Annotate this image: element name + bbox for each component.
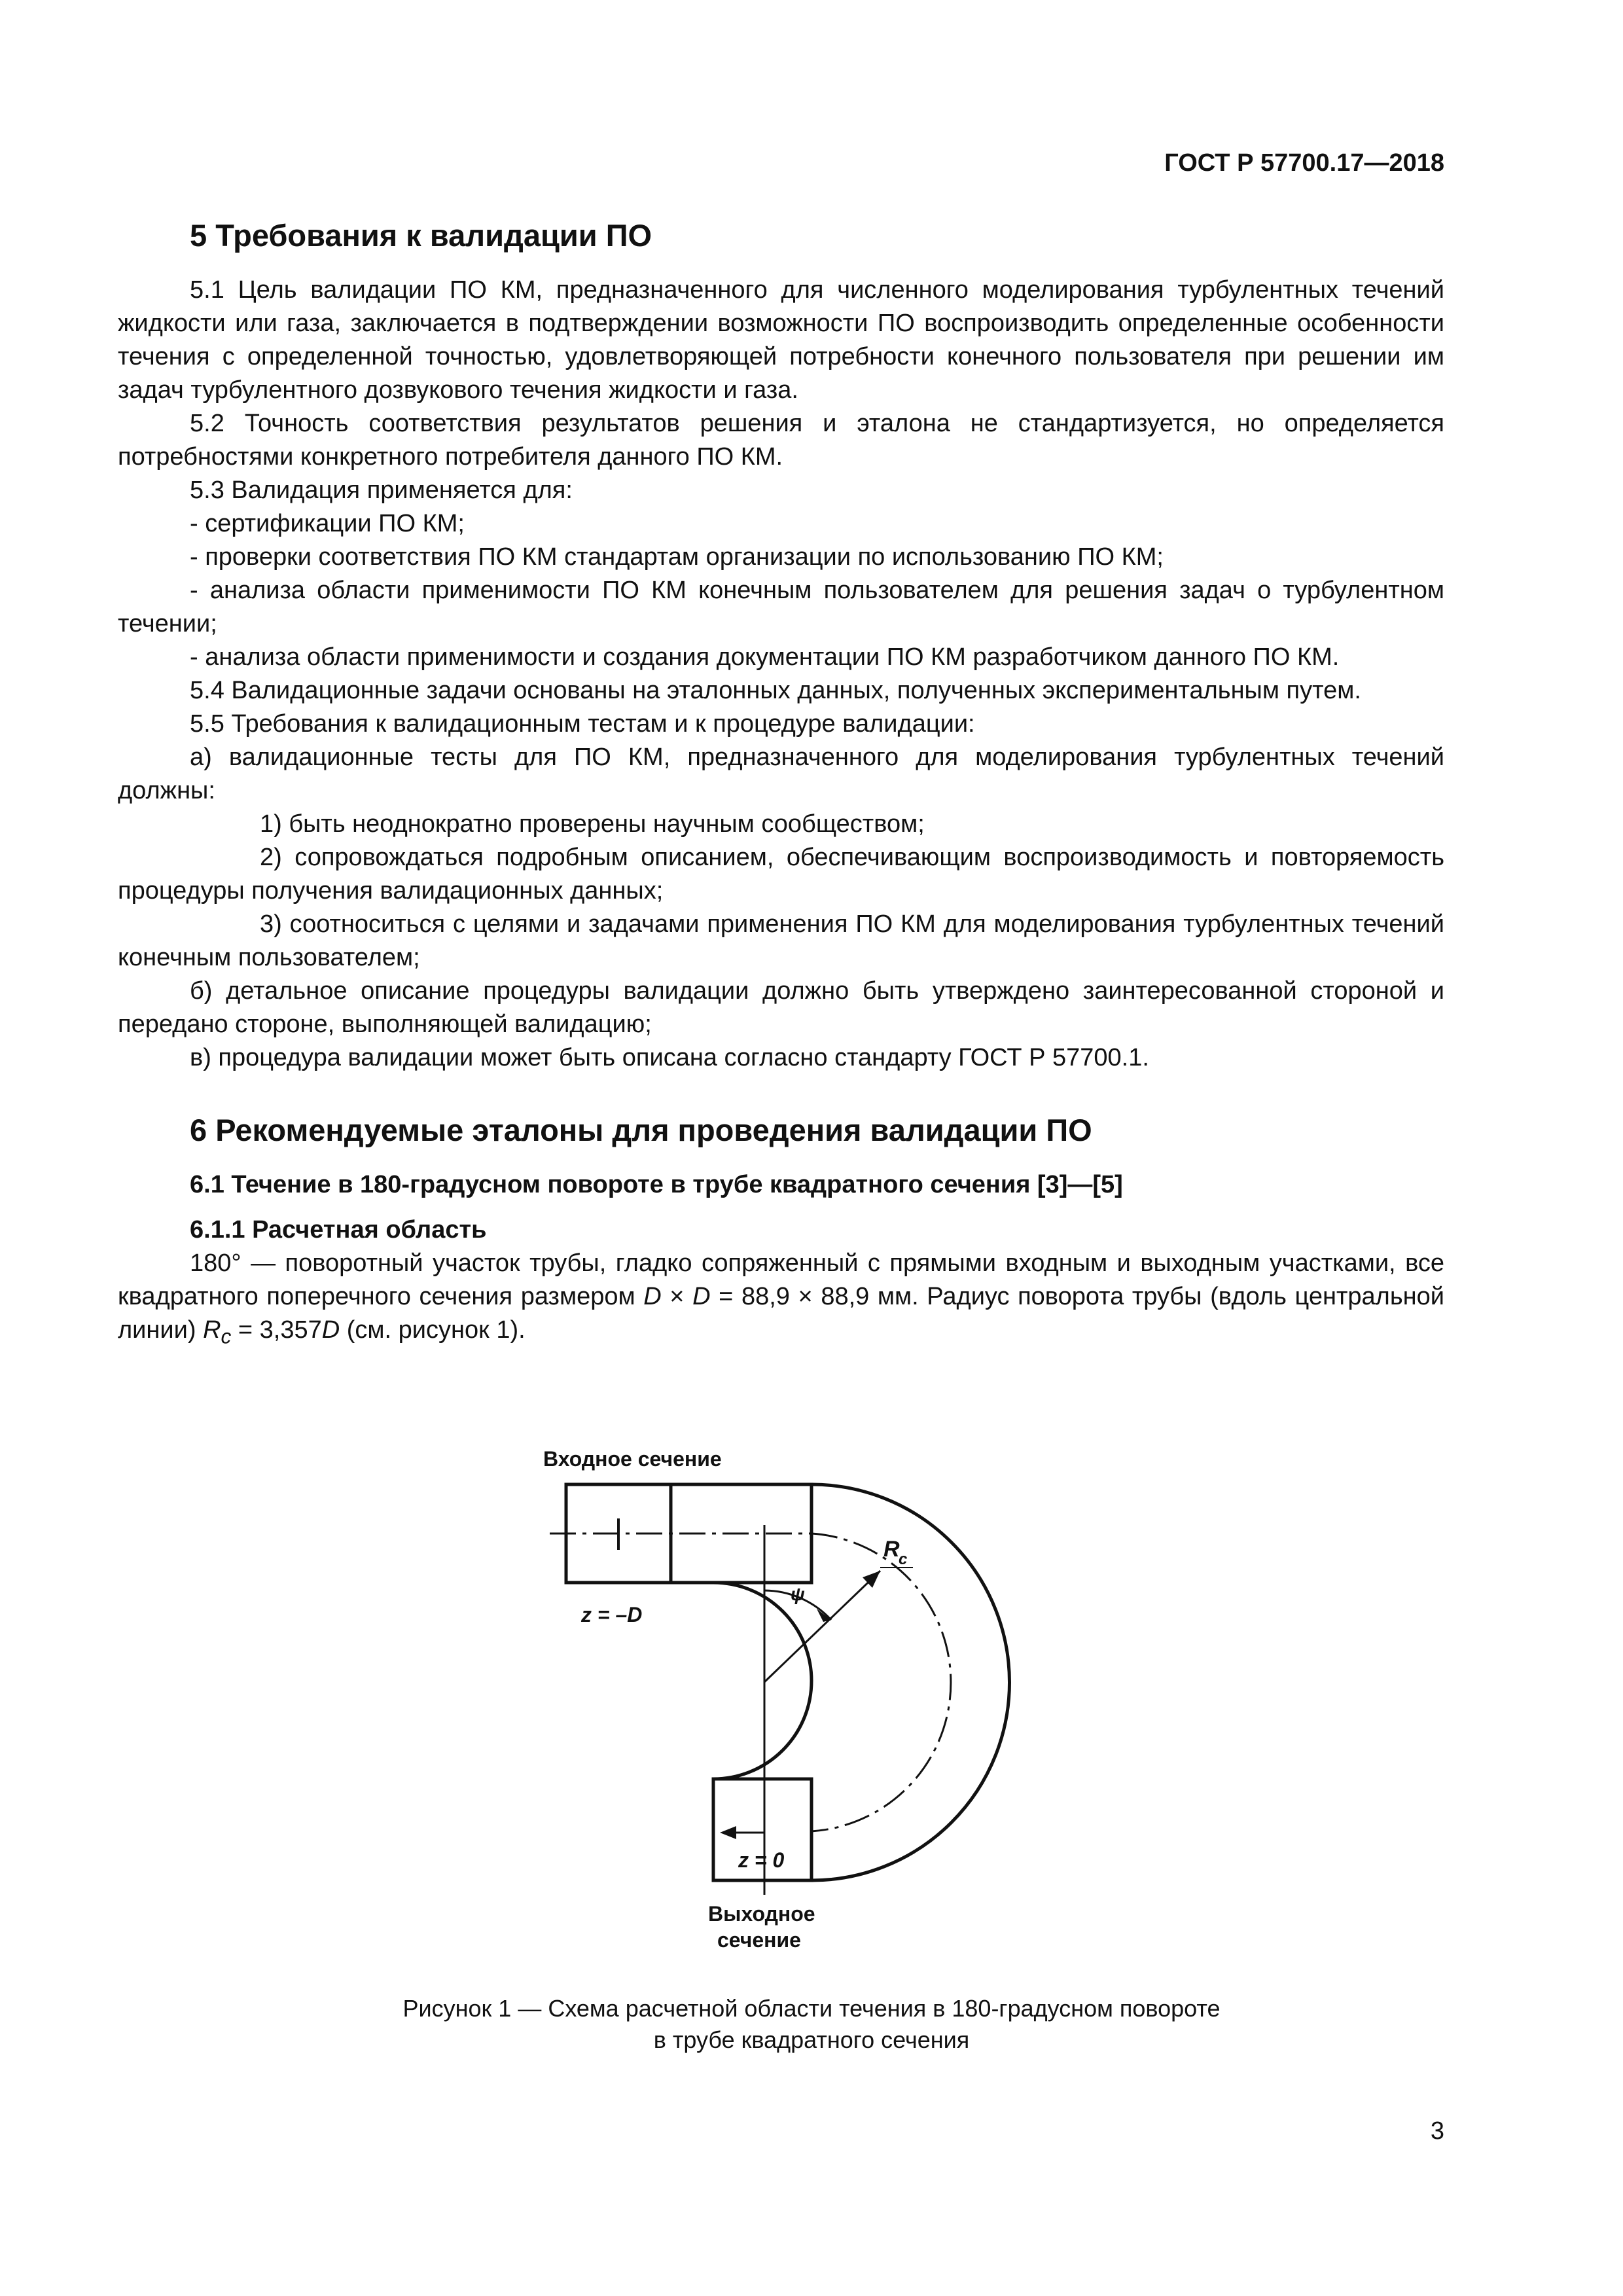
bend-centerline — [812, 1534, 951, 1831]
figure-1-caption: Рисунок 1 — Схема расчетной области течения в 180-градусном повороте в трубе квадратного сечения — [402, 1995, 1221, 2053]
radius-line — [764, 1571, 880, 1682]
paragraph-5-5-a: а) валидационные тесты для ПО КМ, предназначенного для моделирования турбулентных течений должны: — [118, 744, 1444, 804]
list-item: 2) сопровождаться подробным описанием, обеспечивающим воспроизводимость и повторяемость процедуры получения валидационных данных; — [118, 844, 1444, 905]
rc-label-r: R — [883, 1537, 900, 1562]
list-item: - анализа области применимости ПО КМ конечным пользователем для решения задач о турбулентном течении; — [118, 577, 1444, 637]
section-5-title: 5 Требования к валидации ПО — [190, 218, 652, 253]
document-code: ГОСТ Р 57700.17—2018 — [1164, 149, 1444, 177]
list-item: - проверки соответствия ПО КМ стандартам организации по использованию ПО КМ; — [190, 543, 1164, 571]
outlet-arrowhead-icon — [720, 1826, 736, 1839]
paragraph-5-5-v: в) процедура валидации может быть описана согласно стандарту ГОСТ Р 57700.1. — [190, 1044, 1149, 1071]
outer-bend-arc — [812, 1484, 1010, 1880]
psi-label: ψ — [791, 1584, 805, 1604]
subsection-6-1-1-title: 6.1.1 Расчетная область — [190, 1216, 487, 1244]
z-zero-label: z = 0 — [738, 1848, 785, 1872]
list-item: - сертификации ПО КМ; — [190, 510, 465, 537]
list-item: 1) быть неоднократно проверены научным сообществом; — [260, 810, 925, 838]
z-minus-d-label: z = –D — [581, 1603, 643, 1626]
subsection-6-1-title: 6.1 Течение в 180-градусном повороте в трубе квадратного сечения [3]—[5] — [190, 1171, 1123, 1198]
psi-arrowhead-icon — [817, 1609, 831, 1622]
list-item: 3) соотноситься с целями и задачами применения ПО КМ для моделирования турбулентных течений конечным пользователем; — [118, 910, 1444, 971]
inlet-section-label: Входное сечение — [543, 1447, 722, 1471]
list-item: - анализа области применимости и создания документации ПО КМ разработчиком данного ПО КМ. — [190, 643, 1340, 671]
paragraph-5-2: 5.2 Точность соответствия результатов решения и эталона не стандартизуется, но определяется потребностями конкретного потребителя данного ПО КМ. — [118, 410, 1444, 471]
paragraph-5-3: 5.3 Валидация применяется для: — [190, 476, 573, 504]
outlet-section-label-1: Выходное — [708, 1902, 815, 1926]
rc-label-c: c — [899, 1551, 908, 1568]
paragraph-5-5-b: б) детальное описание процедуры валидации должно быть утверждено заинтересованной стороной и передано стороне, выполняющей валидацию; — [118, 977, 1444, 1038]
paragraph-5-4: 5.4 Валидационные задачи основаны на эталонных данных, полученных экспериментальным путем. — [190, 677, 1361, 704]
outlet-section-label-2: сечение — [717, 1928, 801, 1952]
paragraph-5-5: 5.5 Требования к валидационным тестам и к процедуре валидации: — [190, 710, 975, 738]
section-6-title: 6 Рекомендуемые эталоны для проведения валидации ПО — [190, 1113, 1092, 1147]
inner-bend-arc — [713, 1583, 812, 1779]
page-number: 3 — [1430, 2117, 1444, 2145]
paragraph-5-1: 5.1 Цель валидации ПО КМ, предназначенного для численного моделирования турбулентных течений жидкости или газа, заключается в подтверждении возможности ПО воспроизводить определенные особенности течения с определенной точностью, удовлетворяющей потребности конечного пользователя при решении им задач турбулентного дозвукового течения жидкости и газа. — [118, 276, 1444, 404]
paragraph-6-1-1: 180° — поворотный участок трубы, гладко сопряженный с прямыми входным и выходным участками, все квадратного поперечного сечения размером D × D = 88,9 × 88,9 мм. Радиус поворота трубы (вдоль центральной линии) $R_c = 3,357D$ (см. рисунок 1). — [118, 1249, 1444, 1348]
